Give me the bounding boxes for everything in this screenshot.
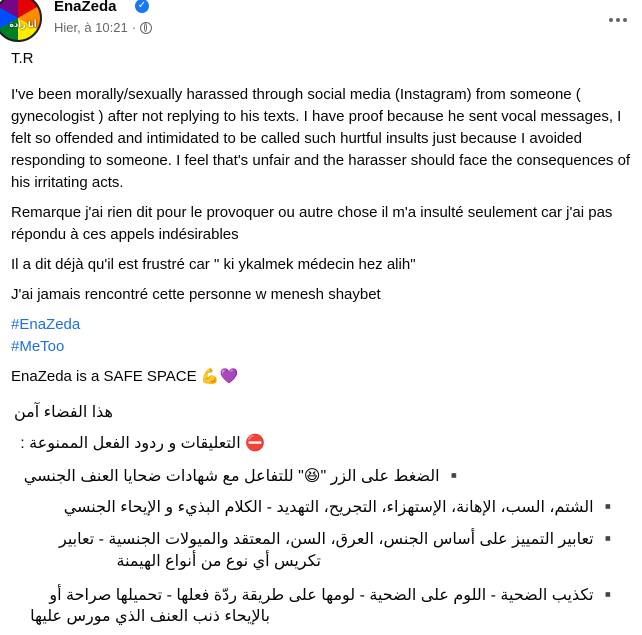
arabic-line: ⛔ التعليقات و ردود الفعل الممنوعة : [20, 435, 265, 452]
globe-icon[interactable] [140, 22, 152, 34]
hashtag-link[interactable]: #EnaZeda [11, 316, 81, 333]
arabic-line: ▪️ الضغط على الزر "😆" للتفاعل مع شهادات ضحايا العنف الجنسي [23, 468, 464, 485]
dot-icon [623, 18, 627, 22]
dot-icon [609, 18, 613, 22]
page-name-link[interactable]: EnaZeda [54, 0, 117, 15]
post-paragraph: I've been morally/sexually harassed through social media (Instagram) from someone ( gynecologist ) after not replying to his texts. I have proof because he sent vocal messages, I felt so offended and intimidated to be called such hurtful insults just because I avoided responding to someone. I feel that's unfair and the harasser should face the consequences of his irritating acts. [11, 86, 631, 191]
verified-badge-icon: ✓ [135, 0, 149, 13]
post-paragraph: T.R [11, 50, 34, 67]
post-paragraph: Remarque j'ai rien dit pour le provoquer ou autre chose il m'a insulté seulement car j'ai pas répondu à ces appels indésirables [11, 204, 613, 243]
arabic-line: ▪️ الشتم، السب، الإهانة، الإستهزاء، التجريح، التهديد - الكلام البذيء و الإيحاء الجنسي [63, 499, 618, 516]
avatar-label: أنا زادة [9, 20, 37, 29]
arabic-line: ▪️ تكذيب الضحية - اللوم على الضحية - لومها على طريقة ردّة فعلها - تحميلها صراحة أو [49, 587, 618, 604]
hashtag-link[interactable]: #MeToo [11, 338, 65, 355]
arabic-line: ▪️ تعابير التمييز على أساس الجنس، العرق، السن، المعتقد والميولات الجنسية - تعابير [59, 531, 618, 548]
dot-icon [616, 18, 620, 22]
post-paragraph: Il a dit déjà qu'il est frustré car " ki ykalmek médecin hez alih" [11, 256, 416, 273]
safe-space-text: EnaZeda is a SAFE SPACE 💪💜 [11, 368, 239, 385]
post-header [0, 0, 642, 48]
arabic-line: تكريس أي نوع من أنواع الهيمنة [116, 553, 321, 570]
more-options-button[interactable] [600, 2, 636, 38]
post-body [11, 48, 631, 396]
post-timestamp[interactable]: Hier, à 10:21 [54, 20, 128, 35]
post-meta [54, 20, 152, 35]
arabic-line: هذا الفضاء آمن [13, 404, 113, 421]
post-paragraph: J'ai jamais rencontré cette personne w menesh shaybet [11, 286, 381, 303]
meta-separator: · [131, 20, 137, 35]
arabic-line: بالإيحاء ذنب العنف الذي مورس عليها [30, 608, 270, 625]
